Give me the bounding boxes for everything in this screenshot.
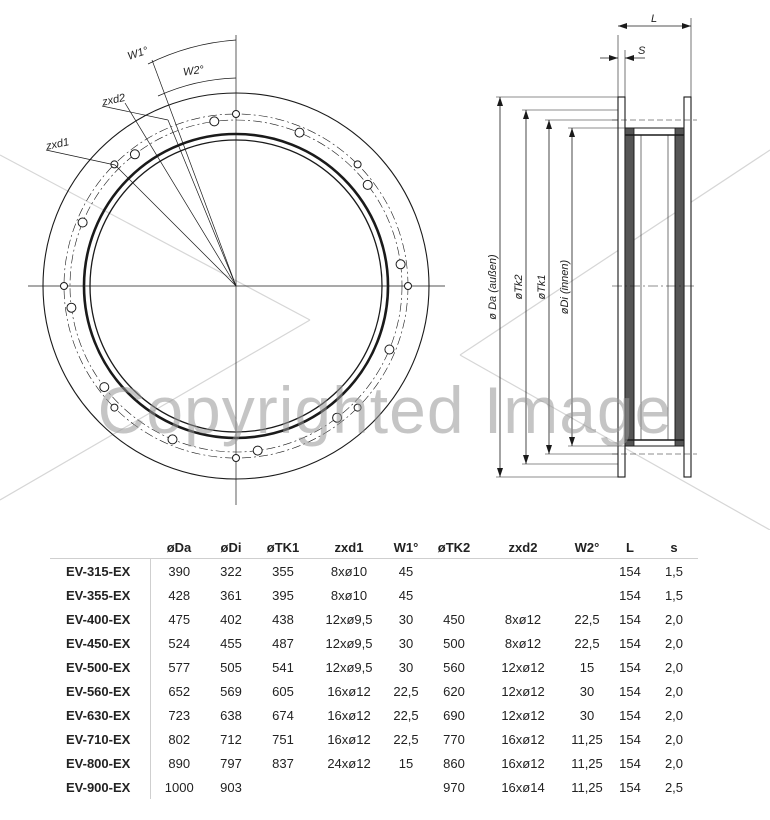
table-cell: 837	[272, 755, 294, 771]
table-cell: 154	[619, 731, 641, 747]
bolt-hole	[405, 283, 412, 290]
bolt-hole	[78, 218, 87, 227]
label-da: ø Da (außen)	[487, 254, 499, 320]
table-cell: 577	[168, 659, 191, 675]
table-cell: 2,0	[664, 755, 684, 771]
table-cell	[426, 559, 482, 584]
table-cell: 428	[168, 587, 191, 603]
bolt-hole	[354, 161, 361, 168]
table-cell: 355	[254, 559, 312, 584]
column-header: L	[626, 539, 634, 555]
table-cell: 560	[443, 659, 465, 675]
table-cell: 903	[220, 779, 242, 795]
table-cell: 16xø12	[501, 731, 545, 747]
table-cell: 8xø10	[312, 559, 386, 584]
table-cell: 1000	[164, 779, 194, 795]
label-w1: W1°	[126, 44, 150, 63]
table-cell: 154	[619, 707, 641, 723]
bolt-hole	[233, 111, 240, 118]
label-zxd2: zxd2	[101, 91, 127, 109]
table-cell: 1,5	[664, 587, 684, 603]
label-w2: W2°	[182, 63, 205, 79]
table-cell: 12xø12	[501, 707, 545, 723]
model-cell: EV-450-EX	[50, 631, 150, 655]
table-cell: 12xø9,5	[325, 635, 373, 651]
table-cell: 1,5	[650, 559, 698, 584]
table-cell: 24xø12	[327, 755, 371, 771]
label-di: øDi (innen)	[559, 259, 571, 315]
table-cell: 2,0	[664, 683, 684, 699]
table-cell: 22,5	[393, 683, 419, 699]
column-header: W1°	[393, 539, 419, 555]
table-cell	[564, 559, 610, 584]
table-cell: 22,5	[574, 611, 600, 627]
column-header: øDi	[220, 539, 242, 555]
table-cell: 638	[220, 707, 242, 723]
model-cell: EV-500-EX	[50, 655, 150, 679]
label-l: L	[651, 13, 658, 25]
table-cell: 8xø12	[504, 635, 542, 651]
table-cell: 475	[168, 611, 191, 627]
model-cell: EV-710-EX	[50, 727, 150, 751]
table-cell	[426, 583, 482, 607]
table-cell: 22,5	[393, 707, 419, 723]
table-cell: 16xø12	[327, 683, 371, 699]
table-cell: 11,25	[571, 755, 603, 771]
table-cell: 154	[619, 611, 641, 627]
table-cell: 712	[220, 731, 242, 747]
table-cell: 22,5	[574, 635, 600, 651]
bolt-hole	[233, 455, 240, 462]
table-cell: 12xø12	[501, 659, 545, 675]
table-cell: 505	[220, 659, 242, 675]
bolt-hole	[385, 345, 394, 354]
table-cell: 154	[619, 635, 641, 651]
table-cell: 11,25	[571, 779, 603, 795]
table-cell: 690	[443, 707, 465, 723]
table-row	[50, 727, 698, 751]
table-cell: 361	[220, 587, 242, 603]
model-cell: EV-560-EX	[50, 679, 150, 703]
model-cell: EV-355-EX	[50, 583, 150, 607]
label-zxd1: zxd1	[44, 136, 71, 153]
model-cell: EV-315-EX	[50, 559, 150, 584]
table-cell: 30	[579, 683, 595, 699]
table-cell	[312, 775, 386, 799]
table-cell: 860	[443, 755, 465, 771]
table-row	[50, 751, 698, 775]
label-tk1: øTk1	[536, 274, 548, 300]
bolt-hole	[67, 303, 76, 312]
table-cell: 487	[272, 635, 294, 651]
table-cell: 2,0	[664, 635, 684, 651]
table-cell: 751	[272, 731, 294, 747]
column-header: s	[670, 539, 678, 555]
table-cell: 402	[220, 611, 242, 627]
table-cell: 438	[272, 611, 294, 627]
table-cell: 2,0	[664, 659, 684, 675]
table-header-row	[50, 536, 698, 559]
column-header: øDa	[166, 539, 192, 555]
bolt-hole	[210, 117, 219, 126]
table-cell: 16xø14	[501, 779, 545, 795]
table-cell: 15	[398, 755, 414, 771]
table-cell: 455	[220, 635, 242, 651]
table-row	[50, 559, 698, 584]
watermark-lines	[0, 150, 770, 530]
table-cell: 770	[443, 731, 465, 747]
bolt-hole	[130, 150, 139, 159]
table-cell: 500	[443, 635, 465, 651]
bolt-hole	[295, 128, 304, 137]
column-header: zxd1	[334, 539, 364, 555]
table-cell: 970	[443, 779, 465, 795]
column-header: zxd2	[508, 539, 538, 555]
table-cell: 45	[386, 559, 426, 584]
table-cell: 2,5	[664, 779, 684, 795]
table-cell: 390	[150, 559, 208, 584]
table-row	[50, 655, 698, 679]
table-cell: 154	[619, 779, 641, 795]
table-cell: 12xø12	[501, 683, 545, 699]
table-row	[50, 583, 698, 607]
label-s: S	[638, 45, 646, 57]
table-cell: 15	[579, 659, 595, 675]
table-cell: 16xø12	[501, 755, 545, 771]
table-cell: 154	[619, 683, 641, 699]
column-header	[50, 536, 150, 559]
bolt-hole	[61, 283, 68, 290]
model-cell: EV-630-EX	[50, 703, 150, 727]
table-cell: 620	[443, 683, 465, 699]
table-cell: 8xø12	[504, 611, 542, 627]
bolt-hole	[396, 260, 405, 269]
table-cell	[386, 775, 426, 799]
table-cell: 797	[220, 755, 242, 771]
model-cell: EV-800-EX	[50, 751, 150, 775]
table-cell: 12xø9,5	[325, 659, 373, 675]
table-cell: 30	[579, 707, 595, 723]
table-cell	[254, 775, 312, 799]
table-cell: 12xø9,5	[325, 611, 373, 627]
table-cell: 605	[272, 683, 294, 699]
table-cell: 22,5	[393, 731, 419, 747]
table-cell: 652	[168, 683, 191, 699]
table-cell: 524	[168, 635, 191, 651]
table-cell: 569	[220, 683, 242, 699]
table-cell: 30	[398, 635, 414, 651]
copyright-watermark: Copyrighted Image	[97, 373, 673, 447]
table-cell: 723	[168, 707, 191, 723]
column-header: øTK1	[266, 539, 300, 555]
table-cell	[564, 583, 610, 607]
table-cell: 2,0	[664, 611, 684, 627]
table-cell: 890	[168, 755, 191, 771]
table-row	[50, 631, 698, 655]
table-cell: 45	[398, 587, 414, 603]
table-cell: 450	[443, 611, 465, 627]
table-cell: 154	[619, 587, 641, 603]
table-cell: 30	[398, 659, 414, 675]
table-row	[50, 679, 698, 703]
table-cell: 8xø10	[330, 587, 368, 603]
table-body	[50, 559, 698, 800]
specification-table	[50, 536, 698, 799]
table-cell: 802	[168, 731, 191, 747]
table-cell: 541	[272, 659, 294, 675]
table-cell: 2,0	[664, 731, 684, 747]
table-cell: 154	[619, 659, 641, 675]
table-cell: 395	[272, 587, 294, 603]
table-cell: 154	[619, 755, 641, 771]
column-header: øTK2	[437, 539, 471, 555]
table-cell: 11,25	[571, 731, 603, 747]
table-cell: 154	[610, 559, 650, 584]
column-header: W2°	[574, 539, 600, 555]
table-cell	[482, 559, 564, 584]
label-tk2: øTk2	[513, 274, 525, 300]
table-cell: 674	[272, 707, 294, 723]
bolt-hole	[363, 180, 372, 189]
table-cell	[482, 583, 564, 607]
table-row	[50, 607, 698, 631]
model-cell: EV-400-EX	[50, 607, 150, 631]
leader-lines	[46, 60, 236, 286]
table-cell: 16xø12	[327, 731, 371, 747]
table-row	[50, 703, 698, 727]
model-cell: EV-900-EX	[50, 775, 150, 799]
table-cell: 322	[208, 559, 254, 584]
table-cell: 30	[398, 611, 414, 627]
table-cell: 2,0	[664, 707, 684, 723]
table-cell: 16xø12	[327, 707, 371, 723]
table-row	[50, 775, 698, 799]
